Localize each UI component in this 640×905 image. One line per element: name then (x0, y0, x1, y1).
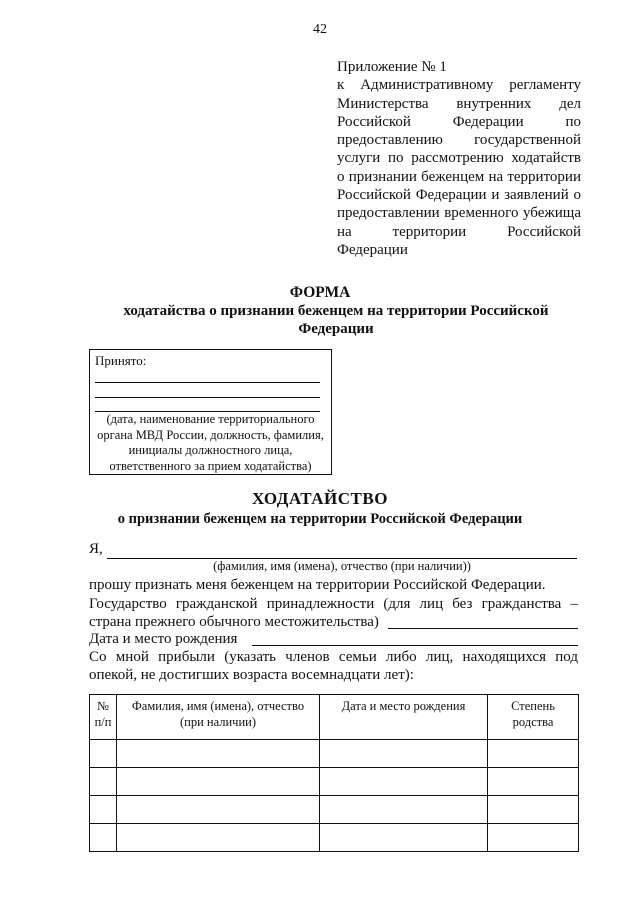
table-cell[interactable] (320, 740, 488, 768)
col-header-relation: Степень родства (488, 695, 579, 740)
appendix-line: о признании беженцем на территории (337, 168, 581, 185)
form-subtitle: ходатайства о признании беженцем на территории Российской Федерации (123, 303, 549, 337)
acceptance-note: (дата, наименование территориального органа МВД России, должность, фамилия, инициалы должностного лица, ответственного за прием ходатайства) (97, 412, 324, 473)
table-row (90, 740, 579, 768)
petition-subtitle: о признании беженцем на территории Российской Федерации (117, 511, 523, 527)
col-header-number: № п/п (90, 695, 117, 740)
appendix-line: Федерации (337, 241, 408, 258)
appendix-line: к Административному регламенту (337, 77, 581, 94)
table-cell[interactable] (90, 824, 117, 852)
table-cell[interactable] (117, 824, 320, 852)
appendix-line: Российской Федерации по (337, 113, 581, 130)
appendix-line: на территории Российской (337, 223, 581, 240)
family-text-2: опекой, не достигших возраста восемнадцати лет): (89, 667, 414, 683)
table-row (90, 768, 579, 796)
table-row (90, 824, 579, 852)
accepted-line-1[interactable] (95, 382, 320, 383)
birth-field-line[interactable] (252, 645, 578, 646)
citizenship-field-line[interactable] (388, 628, 578, 629)
petition-title: ХОДАТАЙСТВО (252, 489, 388, 508)
accepted-line-2[interactable] (95, 397, 320, 398)
table-cell[interactable] (117, 768, 320, 796)
table-cell[interactable] (320, 796, 488, 824)
request-text: прошу признать меня беженцем на территории Российской Федерации. (89, 577, 546, 593)
col-header-name: Фамилия, имя (имена), отчество (при наличии) (117, 695, 320, 740)
table-row (90, 796, 579, 824)
appendix-line: услуги по рассмотрению ходатайств (337, 150, 581, 167)
col-header-birth: Дата и место рождения (320, 695, 488, 740)
acceptance-box (89, 349, 332, 475)
table-cell[interactable] (320, 768, 488, 796)
table-cell[interactable] (488, 768, 579, 796)
table-cell[interactable] (320, 824, 488, 852)
table-header-row (90, 695, 579, 740)
appendix-header (337, 58, 581, 259)
name-caption: (фамилия, имя (имена), отчество (при наличии)) (213, 559, 471, 573)
family-table (89, 694, 579, 852)
table-cell[interactable] (488, 740, 579, 768)
appendix-line: Министерства внутренних дел (337, 95, 581, 112)
accepted-label: Принято: (95, 353, 147, 368)
appendix-line: предоставлении временного убежища (337, 205, 581, 222)
page-number: 42 (313, 22, 327, 37)
i-label: Я, (89, 541, 103, 557)
table-cell[interactable] (117, 740, 320, 768)
table-cell[interactable] (90, 768, 117, 796)
appendix-line: Российской Федерации и заявлений о (337, 187, 581, 204)
citizenship-text-2: страна прежнего обычного местожительства) (89, 614, 379, 630)
citizenship-text-1: Государство гражданской принадлежности (для лиц без гражданства – (89, 596, 578, 612)
family-text-1: Со мной прибыли (указать членов семьи либо лиц, находящихся под (89, 649, 578, 665)
table-cell[interactable] (488, 824, 579, 852)
table-cell[interactable] (90, 740, 117, 768)
appendix-line: предоставлению государственной (337, 132, 581, 149)
table-cell[interactable] (117, 796, 320, 824)
table-cell[interactable] (488, 796, 579, 824)
birth-label: Дата и место рождения (89, 631, 238, 647)
form-title: ФОРМА (289, 284, 351, 301)
table-cell[interactable] (90, 796, 117, 824)
appendix-line: Приложение № 1 (337, 59, 447, 75)
